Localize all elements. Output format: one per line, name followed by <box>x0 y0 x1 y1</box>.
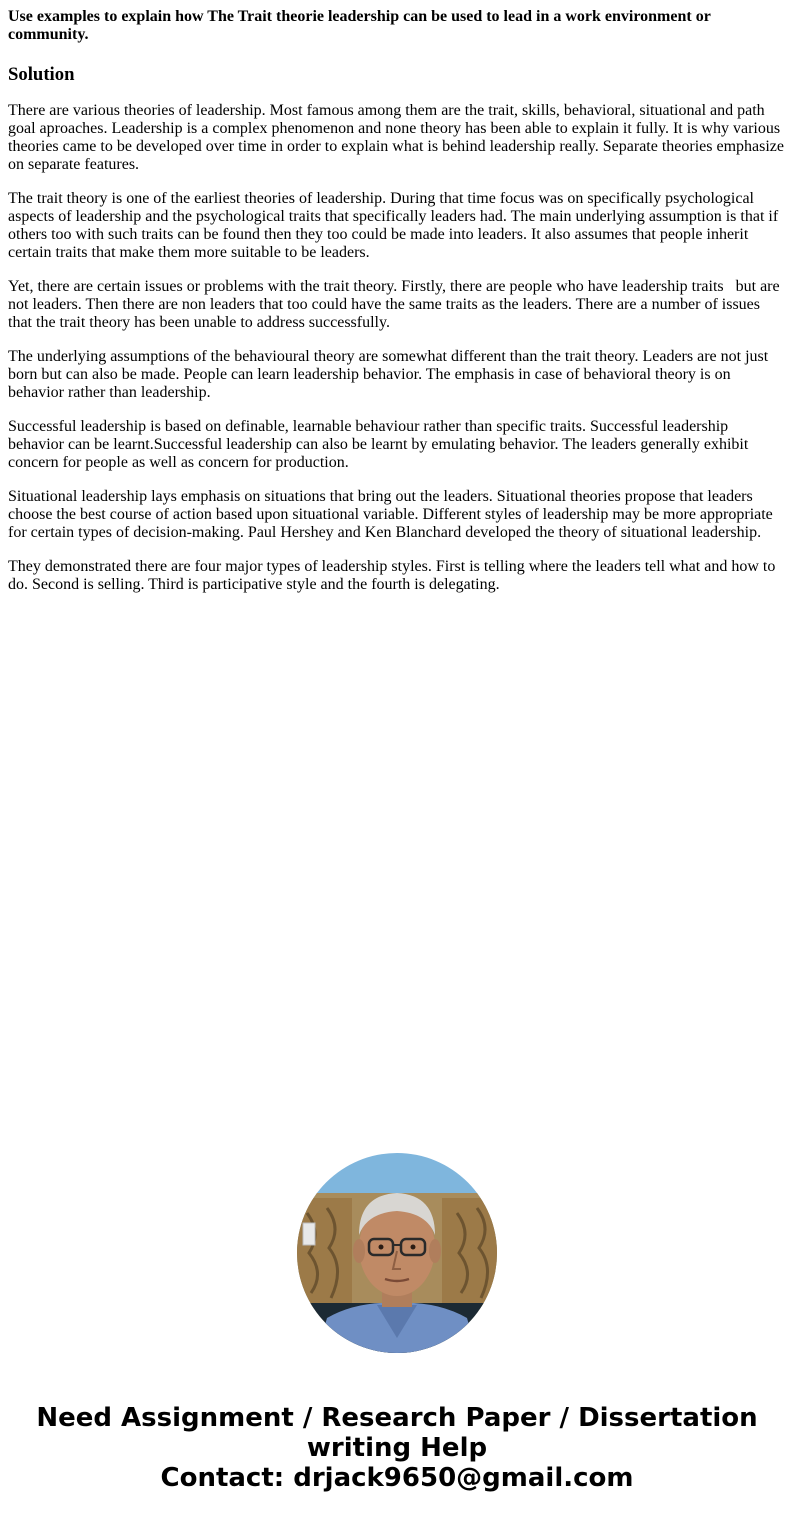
promo-line-1: Need Assignment / Research Paper / Dissertation <box>36 1403 758 1433</box>
promo-banner <box>0 1403 794 1493</box>
promo-line-2: writing Help <box>306 1433 488 1463</box>
paragraph-5: Successful leadership is based on definable, learnable behaviour rather than specific traits. Successful leadership behavior can be learnt.Successful leadership can also be learnt by emulating behavior. The leaders generally exhibit concern for people as well as concern for production. <box>8 418 749 471</box>
paragraph-6: Situational leadership lays emphasis on situations that bring out the leaders. Situational theories propose that leaders choose the best course of action based upon situational variable. Different styles of leadership may be more appropriate for certain types of decision-making. Paul Hershey and Ken Blanchard developed the theory of situational leadership. <box>8 488 773 541</box>
paragraph-4: The underlying assumptions of the behavioural theory are somewhat different than the trait theory. Leaders are not just born but can also be made. People can learn leadership behavior. The emphasis in case of behavioral theory is on behavior rather than leadership. <box>8 348 769 401</box>
paragraph-7: They demonstrated there are four major types of leadership styles. First is telling where the leaders tell what and how to do. Second is selling. Third is participative style and the fourth is delegating. <box>8 558 776 593</box>
question-title: Use examples to explain how The Trait theorie leadership can be used to lead in a work environment or community. <box>8 8 711 43</box>
promo-contact[interactable]: Contact: drjack9650@gmail.com <box>160 1463 634 1493</box>
document-body <box>8 0 786 594</box>
paragraph-3: Yet, there are certain issues or problems with the trait theory. Firstly, there are people who have leadership traits but are not leaders. Then there are non leaders that too could have the same traits as the leaders. There are a number of issues that the trait theory has been unable to address successfully. <box>8 278 780 331</box>
paragraph-2: The trait theory is one of the earliest theories of leadership. During that time focus was on specifically psychological aspects of leadership and the psychological traits that specifically leaders had. The main underlying assumption is that if others too with such traits can be found then they too could be made into leaders. It also assumes that people inherit certain traits that make them more suitable to be leaders. <box>8 190 779 261</box>
paragraph-1: There are various theories of leadership. Most famous among them are the trait, skills, behavioral, situational and path goal aproaches. Leadership is a complex phenomenon and none theory has been able to explain it fully. It is why various theories came to be developed over time in order to explain what is behind leadership really. Separate theories emphasize on separate features. <box>8 102 785 173</box>
author-photo <box>297 1153 497 1353</box>
solution-heading: Solution <box>8 64 75 85</box>
author-avatar <box>297 1153 497 1353</box>
